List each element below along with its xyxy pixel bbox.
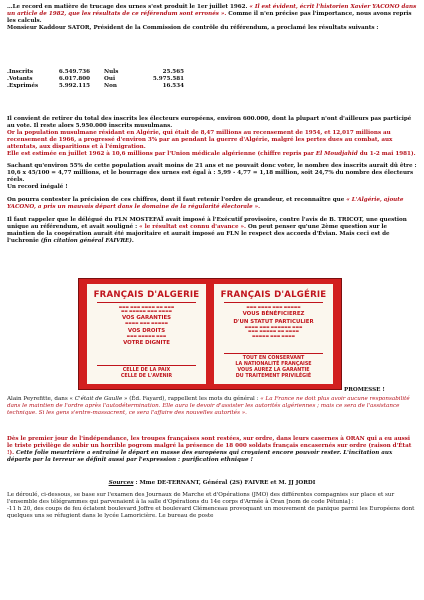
el-moudjahid: El Moudjahid: [315, 150, 358, 157]
population-text: Or la population musulmane résidant en Algérie, qui était de 8,47 millions au recensement de 1954, et 12,017 millions au recensement de 1966, a progressé d'environ 3% par an pendant la guerre d'Algérie, malgré les pertes dues au combat, aux attentats, aux disparitions et à l'émigration.: [7, 129, 393, 150]
table-row: [7, 83, 184, 90]
peyrefitte-text-2: » (Éd. Fayard), rappellent les mots du général :: [122, 396, 261, 402]
row-value: 5.992.115: [58, 82, 90, 89]
poster-right-panel: FRANÇAIS D'ALGÉRIE ▬▬▬ ▬▬▬▬ ▬▬▬ ▬▬▬▬▬ VOUS BÉNÉFICIEREZ D'UN STATUT PARTICULIER ▬▬▬▬ ▬▬▬ ▬▬▬▬▬▬ ▬▬▬ ▬▬▬ ▬▬▬▬▬ ▬▬ ▬▬▬▬ ▬▬▬▬▬ ▬▬▬ ▬▬▬▬ TOUT EN CONSERVANT LA NATIONALITÉ FRANÇAISE VOUS AUREZ LA GARANTIE DU TRAITEMENT PRIVILÉGIÉ: [214, 284, 333, 384]
row-value: 6.017.800: [58, 75, 90, 82]
chronology-entry: -11 h 20, des coups de feu éclatent boulevard Joffre et boulevard Clémenceau provoquant un mouvement de panique parmi les Européens dont quelques uns se réfugient dans le lycée Lamoricière. Le bureau de poste: [7, 505, 415, 519]
paragraph-europeans: Il convient de retirer du total des inscrits les électeurs européens, environ 600.000, dont la plupart n'ont d'ailleurs pas participé au vote. Il reste alors 5.950.000 inscrits musulmans.: [7, 116, 412, 129]
poster-guarantees: VOS GARANTIES: [121, 315, 172, 322]
calculation-text: Sachant qu'environ 55% de cette population avait moins de 21 ans et ne pouvait donc voter, le nombre des inscrits aurait dû être : 10,6 x 45/100 = 4,77 millions, et le bourrage des urnes est égal à : 5,99 - 4,77 = 1,18 million, soit 24,7% du nombre des électeurs réels.: [7, 163, 417, 184]
table-row: [7, 76, 184, 83]
row-value2: 25.565: [162, 69, 184, 75]
poster-future: CELLE DE L'AVENIR: [120, 374, 173, 379]
row-value2: 16.534: [162, 82, 184, 89]
poster-peace: CELLE DE LA PAIX: [122, 368, 171, 373]
paragraph-population: [7, 130, 417, 158]
row-label: .Inscrits: [7, 69, 33, 75]
chronology-intro: Le déroulé, ci-dessous, se base sur l'examen des Journaux de Marche et d'Opérations (JMO) des différentes compagnies sur place et sur l'ensemble des télégrammes qui parvenaient à la salle d'Opérations du 14e corps d'Armée à Oran [nom de code Pétunia] :: [7, 492, 395, 505]
peyrefitte-paragraph: [7, 396, 417, 417]
analysis-block: [7, 116, 417, 245]
poster-status: D'UN STATUT PARTICULIER: [233, 319, 314, 326]
intro-text-end: Comme il n'en précise pas l'importance, nous avons repris les calculs.: [7, 10, 412, 24]
population-date: du 1-2 mai 1981).: [357, 150, 416, 157]
oran-block: [7, 436, 417, 464]
row-label2: Non: [104, 82, 117, 89]
uchronie-text: On peut penser qu'une 2ème question sur le maintien de la coopération aurait été majoritaire et aurait imposé au FLN le respect des accords d'Évian. Mais ceci est de l'uchronie: [7, 223, 390, 244]
paragraph-calculation: [7, 163, 417, 191]
poster-rights: VOS DROITS: [127, 327, 166, 334]
sources-label: Sources: [108, 480, 134, 486]
paragraph-mostefai: [7, 217, 417, 245]
book-title: C'était de Gaulle: [74, 396, 123, 402]
sources-line: [0, 480, 424, 486]
table-row: [7, 69, 184, 76]
row-label: .Exprimés: [7, 82, 39, 89]
oran-consequence: Cette folie meurtrière a entraîné le départ en masse des européens qui croyaient encore pouvoir rester. L'incitation aux départs par la terreur se définit aussi par l'expression : purification ethnique !: [7, 449, 393, 463]
row-value: 6.549.736: [58, 69, 90, 75]
record-text: Un record inégalé !: [7, 184, 68, 191]
poster-right-title: FRANÇAIS D'ALGÉRIE: [220, 290, 327, 300]
order-quote: « L'Algérie, ajoute YACONO, a pris un mauvais départ dans le domaine de la régularité électorale ».: [7, 197, 404, 210]
sator-paragraph: Monsieur Kaddour SATOR, Président de la Commission de contrôle du référendum, a proclamé les résultats suivants :: [7, 24, 379, 31]
results-table: [7, 69, 184, 89]
poster-dignity: VOTRE DIGNITE: [123, 339, 170, 346]
intro-block: [7, 4, 417, 32]
population-estimate: Elle est estimée en juillet 1962 à 10,6 millions par l'Union médicale algérienne (chiffre repris par: [7, 150, 316, 157]
intro-text: …Le record en matière de trucage des urnes s'est produit le 1er juillet 1962.: [7, 4, 250, 10]
poster-left-panel: FRANÇAIS D'ALGERIE ▬▬▬ ▬▬▬ ▬▬▬▬ ▬▬ ▬▬▬ ▬▬ ▬▬▬▬▬ ▬▬▬ ▬▬▬▬ VOS GARANTIES ▬▬▬▬ ▬▬▬ ▬▬▬▬▬ VOS DROITS ▬▬▬ ▬▬▬▬▬ ▬▬▬ VOTRE DIGNITE CELLE DE LA PAIX CELLE DE L'AVENIR: [87, 284, 206, 384]
row-value2: 5.975.581: [152, 75, 184, 82]
poster-benefit: VOUS BÉNÉFICIEREZ: [242, 311, 305, 318]
row-label2: Oui: [104, 75, 116, 82]
poster-treatment: DU TRAITEMENT PRIVILÉGIÉ: [235, 374, 312, 379]
sources-text: : Mme DE-TERNANT, Général (2S) FAIVRE et M. JJ JORDI: [133, 480, 316, 486]
poster-guarantee: VOUS AUREZ LA GARANTIE: [237, 368, 310, 373]
row-label: .Votants: [7, 75, 33, 82]
faivre-citation: (fin citation général FAIVRE).: [40, 237, 134, 244]
intro-paragraph: [7, 4, 417, 25]
paragraph-order: [7, 197, 417, 211]
poster-left-title: FRANÇAIS D'ALGERIE: [93, 290, 200, 300]
poster-nationality: LA NATIONALITÉ FRANÇAISE: [235, 362, 312, 367]
poster-keeping: TOUT EN CONSERVANT: [242, 356, 305, 361]
row-label2: Nuls: [104, 69, 119, 75]
poster-image: [78, 278, 342, 390]
mostefai-text: Il faut rappeler que le délégué du FLN MOSTEFAÏ avait imposé à l'Exécutif provisoire, contre l'avis de B. TRICOT, une question unique au référendum, et avait souligné :: [7, 216, 407, 230]
chronology-block: [7, 492, 417, 520]
mostefai-quote: « le résultat est connu d'avance ».: [139, 223, 246, 230]
oran-paragraph: [7, 436, 417, 464]
peyrefitte-block: [7, 396, 417, 417]
promesse-caption: PROMESSE !: [344, 387, 385, 393]
oran-text: Dès le premier jour de l'indépendance, les troupes françaises sont restées, sur ordre, dans leurs casernes à ORAN qui a eu aussi le triste privilège de subir un horrible pogrom malgré la présence de 18 000 soldats français encasernés sur ordre (raison d'État !).: [7, 436, 412, 456]
peyrefitte-text: Alain Peyrefitte, dans «: [7, 396, 75, 402]
yacono-quote: « Il est évident, écrit l'historien Xavier YACONO dans un article de 1982, que les résultats de ce référendum sont erronés ».: [7, 4, 417, 17]
de-gaulle-quote: « La France ne doit plus avoir aucune responsabilité dans le maintien de l'ordre après l'autodétermination. Elle aura le devoir d'assister les autorités algériennes ; mais ce sera de l'assistance technique. Si les gens s'entre-massacrent, ce sera l'affaire des nouvelles autorités ».: [7, 396, 410, 416]
order-text: On pourra contester la précision de ces chiffres, dont il faut retenir l'ordre de grandeur, et reconnaître que: [7, 197, 347, 204]
